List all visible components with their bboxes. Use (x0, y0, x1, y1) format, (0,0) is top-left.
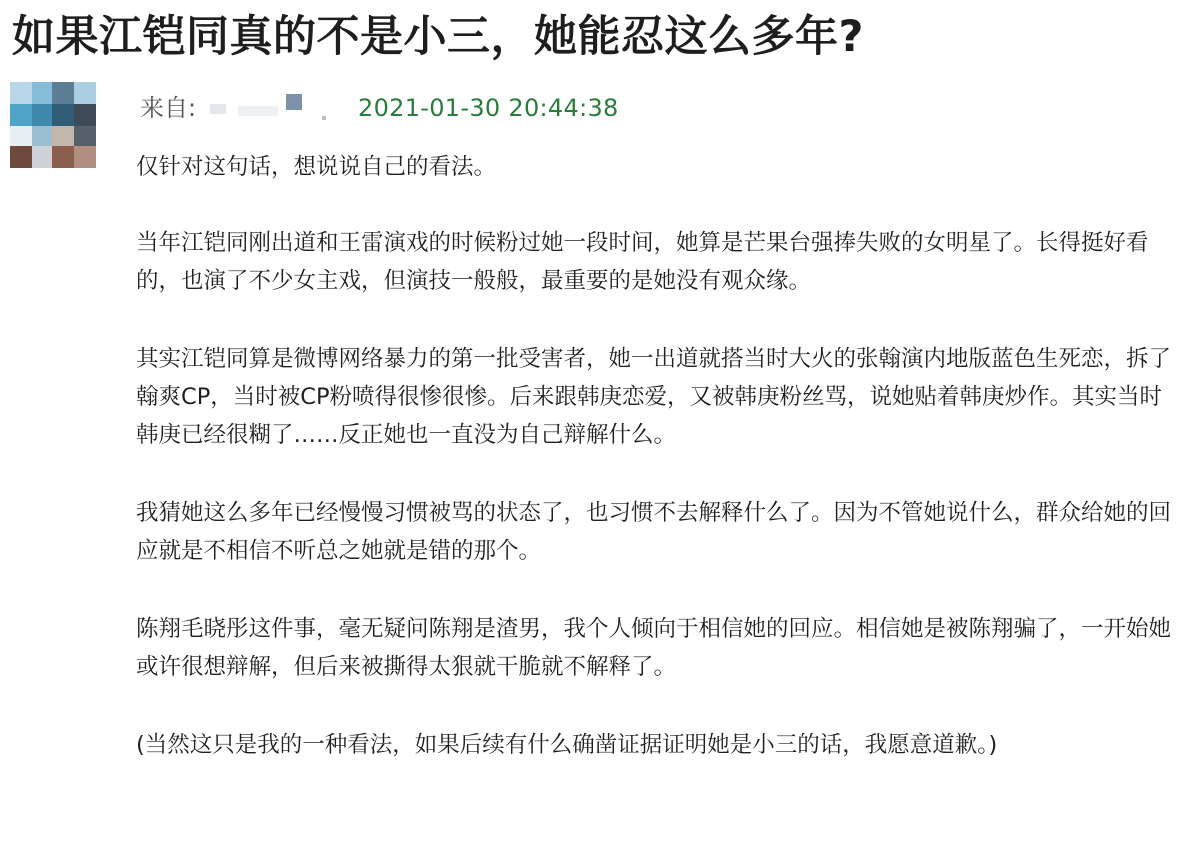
avatar-pixel (10, 104, 32, 126)
post-timestamp: 2021-01-30 20:44:38 (358, 94, 619, 122)
avatar-pixel (74, 126, 96, 146)
post-body (136, 148, 1176, 804)
avatar-pixel (10, 126, 32, 146)
avatar-pixel (74, 104, 96, 126)
avatar-pixel (52, 146, 74, 168)
redaction-block (322, 116, 326, 120)
paragraph: 陈翔毛晓彤这件事，毫无疑问陈翔是渣男，我个人倾向于相信她的回应。相信她是被陈翔骗了，一开始她或许很想辩解，但后来被撕得太狠就干脆就不解释了。 (136, 616, 1172, 680)
redaction-block (238, 106, 278, 116)
paragraph: 仅针对这句话，想说说自己的看法。 (136, 154, 497, 180)
avatar-pixel (74, 146, 96, 168)
post-title: 如果江铠同真的不是小三，她能忍这么多年? (12, 12, 864, 62)
avatar-pixel (32, 146, 52, 168)
avatar-pixel (52, 104, 74, 126)
avatar-pixel (74, 82, 96, 104)
avatar-pixel (32, 82, 52, 104)
paragraph: 我猜她这么多年已经慢慢习惯被骂的状态了，也习惯不去解释什么了。因为不管她说什么，群众给她的回应就是不相信不听总之她就是错的那个。 (136, 500, 1172, 564)
avatar-pixel (32, 126, 52, 146)
paragraph: (当然这只是我的一种看法，如果后续有什么确凿证据证明她是小三的话，我愿意道歉。) (136, 732, 998, 758)
avatar-pixel (32, 104, 52, 126)
post-meta (140, 86, 780, 130)
redaction-block (286, 94, 302, 110)
avatar-pixel (52, 126, 74, 146)
redaction-block (210, 104, 226, 114)
from-label: 来自: (140, 94, 197, 122)
paragraph: 当年江铠同刚出道和王雷演戏的时候粉过她一段时间，她算是芒果台强捧失败的女明星了。长得挺好看的，也演了不少女主戏，但演技一般般，最重要的是她没有观众缘。 (136, 230, 1149, 294)
avatar-pixel (52, 82, 74, 104)
avatar-pixel (10, 82, 32, 104)
paragraph: 其实江铠同算是微博网络暴力的第一批受害者，她一出道就搭当时大火的张翰演内地版蓝色生死恋，拆了翰爽CP，当时被CP粉喷得很惨很惨。后来跟韩庚恋爱，又被韩庚粉丝骂，说她贴着韩庚炒作。其实当时韩庚已经很糊了……反正她也一直没为自己辩解什么。 (136, 346, 1172, 448)
avatar[interactable] (10, 82, 96, 168)
avatar-pixel (10, 146, 32, 168)
author-name-redacted[interactable] (210, 94, 340, 122)
